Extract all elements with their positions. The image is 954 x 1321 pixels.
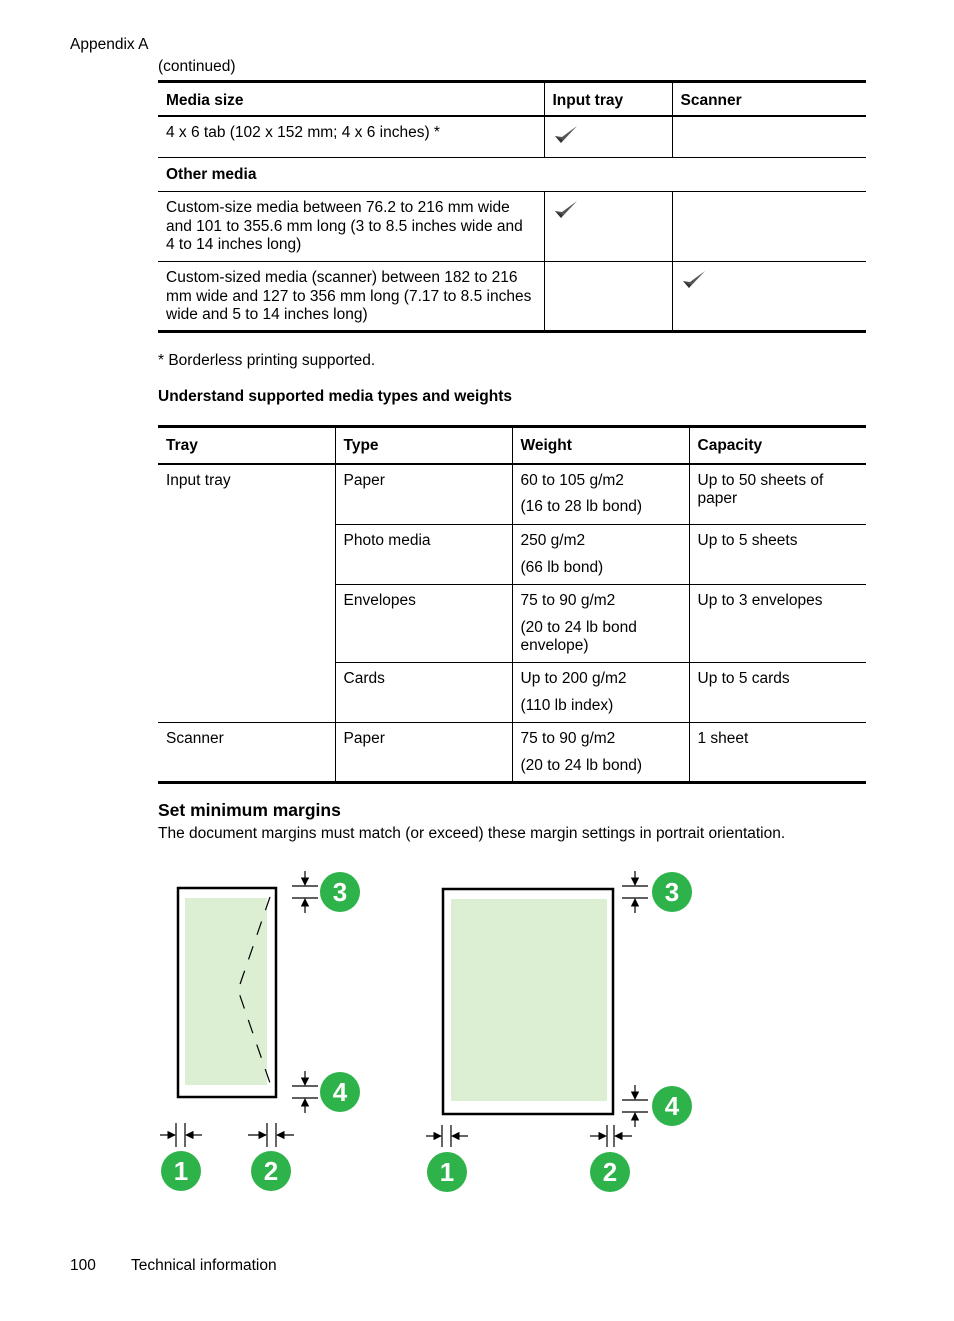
left-margin-marker (426, 1125, 468, 1147)
callout-2 (251, 1151, 291, 1191)
margins-diagram (150, 865, 710, 1200)
table-row (158, 723, 866, 783)
column-header-scanner: Scanner (672, 82, 866, 116)
svg-text:1: 1 (173, 1156, 189, 1186)
media-size-cell: Custom-sized media (scanner) between 182 to 216 mm wide and 127 to 356 mm long (7.17 to 8.5 inches wide and 5 to 14 inches long) (158, 262, 544, 332)
weight-imperial: (20 to 24 lb bond) (520, 756, 643, 774)
continued-label: (continued) (158, 58, 236, 75)
input-tray-cell (544, 262, 672, 332)
callout-1 (161, 1151, 201, 1191)
checkmark-icon (553, 124, 579, 152)
weight-cell (512, 464, 689, 525)
svg-text:4: 4 (664, 1091, 680, 1121)
capacity-cell: Up to 50 sheets of paper (689, 464, 866, 525)
checkmark-icon (681, 269, 707, 297)
capacity-cell: Up to 5 sheets (689, 525, 866, 585)
svg-text:4: 4 (332, 1077, 348, 1107)
page-illustration (443, 889, 613, 1114)
weight-metric: 60 to 105 g/m2 (520, 471, 624, 489)
weight-metric: 75 to 90 g/m2 (520, 592, 616, 609)
bottom-margin-marker (622, 1085, 648, 1127)
svg-text:1: 1 (439, 1157, 455, 1187)
weight-imperial: (20 to 24 lb bond envelope) (520, 618, 637, 654)
media-types-table (158, 425, 866, 784)
weight-cell (512, 723, 689, 783)
media-size-cell: 4 x 6 tab (102 x 152 mm; 4 x 6 inches) * (158, 116, 544, 158)
envelope-illustration (178, 888, 276, 1097)
callout-3 (652, 872, 692, 912)
appendix-label: Appendix A (70, 36, 149, 53)
input-tray-cell (544, 116, 672, 158)
capacity-cell: Up to 3 envelopes (689, 585, 866, 663)
column-header-media-size: Media size (158, 82, 544, 116)
capacity-cell: 1 sheet (689, 723, 866, 783)
svg-text:2: 2 (263, 1156, 279, 1186)
section-row (158, 158, 866, 192)
weight-cell (512, 585, 689, 663)
media-size-table (158, 80, 866, 333)
weight-metric: 250 g/m2 (520, 532, 586, 549)
type-cell: Paper (335, 464, 512, 525)
tray-cell: Input tray (166, 471, 231, 489)
column-header-weight: Weight (512, 427, 689, 464)
svg-text:3: 3 (332, 877, 348, 907)
top-margin-marker (622, 871, 648, 913)
weight-imperial: (110 lb index) (520, 696, 614, 714)
column-header-tray: Tray (158, 427, 335, 464)
table-row (158, 116, 866, 158)
footer-section: Technical information (131, 1257, 277, 1274)
weight-imperial: (66 lb bond) (520, 558, 604, 576)
margins-heading: Set minimum margins (158, 800, 341, 820)
scanner-cell (672, 116, 866, 158)
right-margin-marker (590, 1125, 632, 1147)
callout-1 (427, 1152, 467, 1192)
weight-cell (512, 525, 689, 585)
left-margin-marker (160, 1123, 202, 1147)
callout-3 (320, 872, 360, 912)
input-tray-cell (544, 192, 672, 262)
tray-cell: Scanner (158, 723, 335, 783)
svg-text:2: 2 (602, 1157, 618, 1187)
media-size-cell: Custom-size media between 76.2 to 216 mm wide and 101 to 355.6 mm long (3 to 8.5 inches wide and 4 to 14 inches long) (158, 192, 544, 262)
scanner-cell (672, 192, 866, 262)
weight-imperial: (16 to 28 lb bond) (520, 498, 643, 515)
section-label: Other media (158, 158, 866, 192)
type-cell: Photo media (335, 525, 512, 585)
table-row (158, 464, 866, 525)
svg-text:3: 3 (664, 877, 680, 907)
callout-4 (652, 1086, 692, 1126)
table-row (158, 262, 866, 332)
column-header-input-tray: Input tray (544, 82, 672, 116)
scanner-cell (672, 262, 866, 332)
weight-metric: 75 to 90 g/m2 (520, 730, 616, 747)
capacity-cell: Up to 5 cards (689, 663, 866, 723)
margins-description: The document margins must match (or exceed) these margin settings in portrait orientation. (158, 825, 786, 842)
page-number: 100 (70, 1257, 96, 1274)
weight-metric: Up to 200 g/m2 (520, 670, 627, 687)
callout-4 (320, 1072, 360, 1112)
weight-cell (512, 663, 689, 723)
column-header-type: Type (335, 427, 512, 464)
checkmark-icon (553, 199, 579, 227)
table-row (158, 192, 866, 262)
type-cell: Cards (335, 663, 512, 723)
section-heading: Understand supported media types and weights (158, 388, 512, 405)
type-cell: Paper (335, 723, 512, 783)
right-margin-marker (248, 1123, 294, 1147)
top-margin-marker (292, 871, 318, 913)
footnote: * Borderless printing supported. (158, 352, 376, 369)
bottom-margin-marker (292, 1071, 318, 1113)
type-cell: Envelopes (335, 585, 512, 663)
callout-2 (590, 1152, 630, 1192)
column-header-capacity: Capacity (689, 427, 866, 464)
